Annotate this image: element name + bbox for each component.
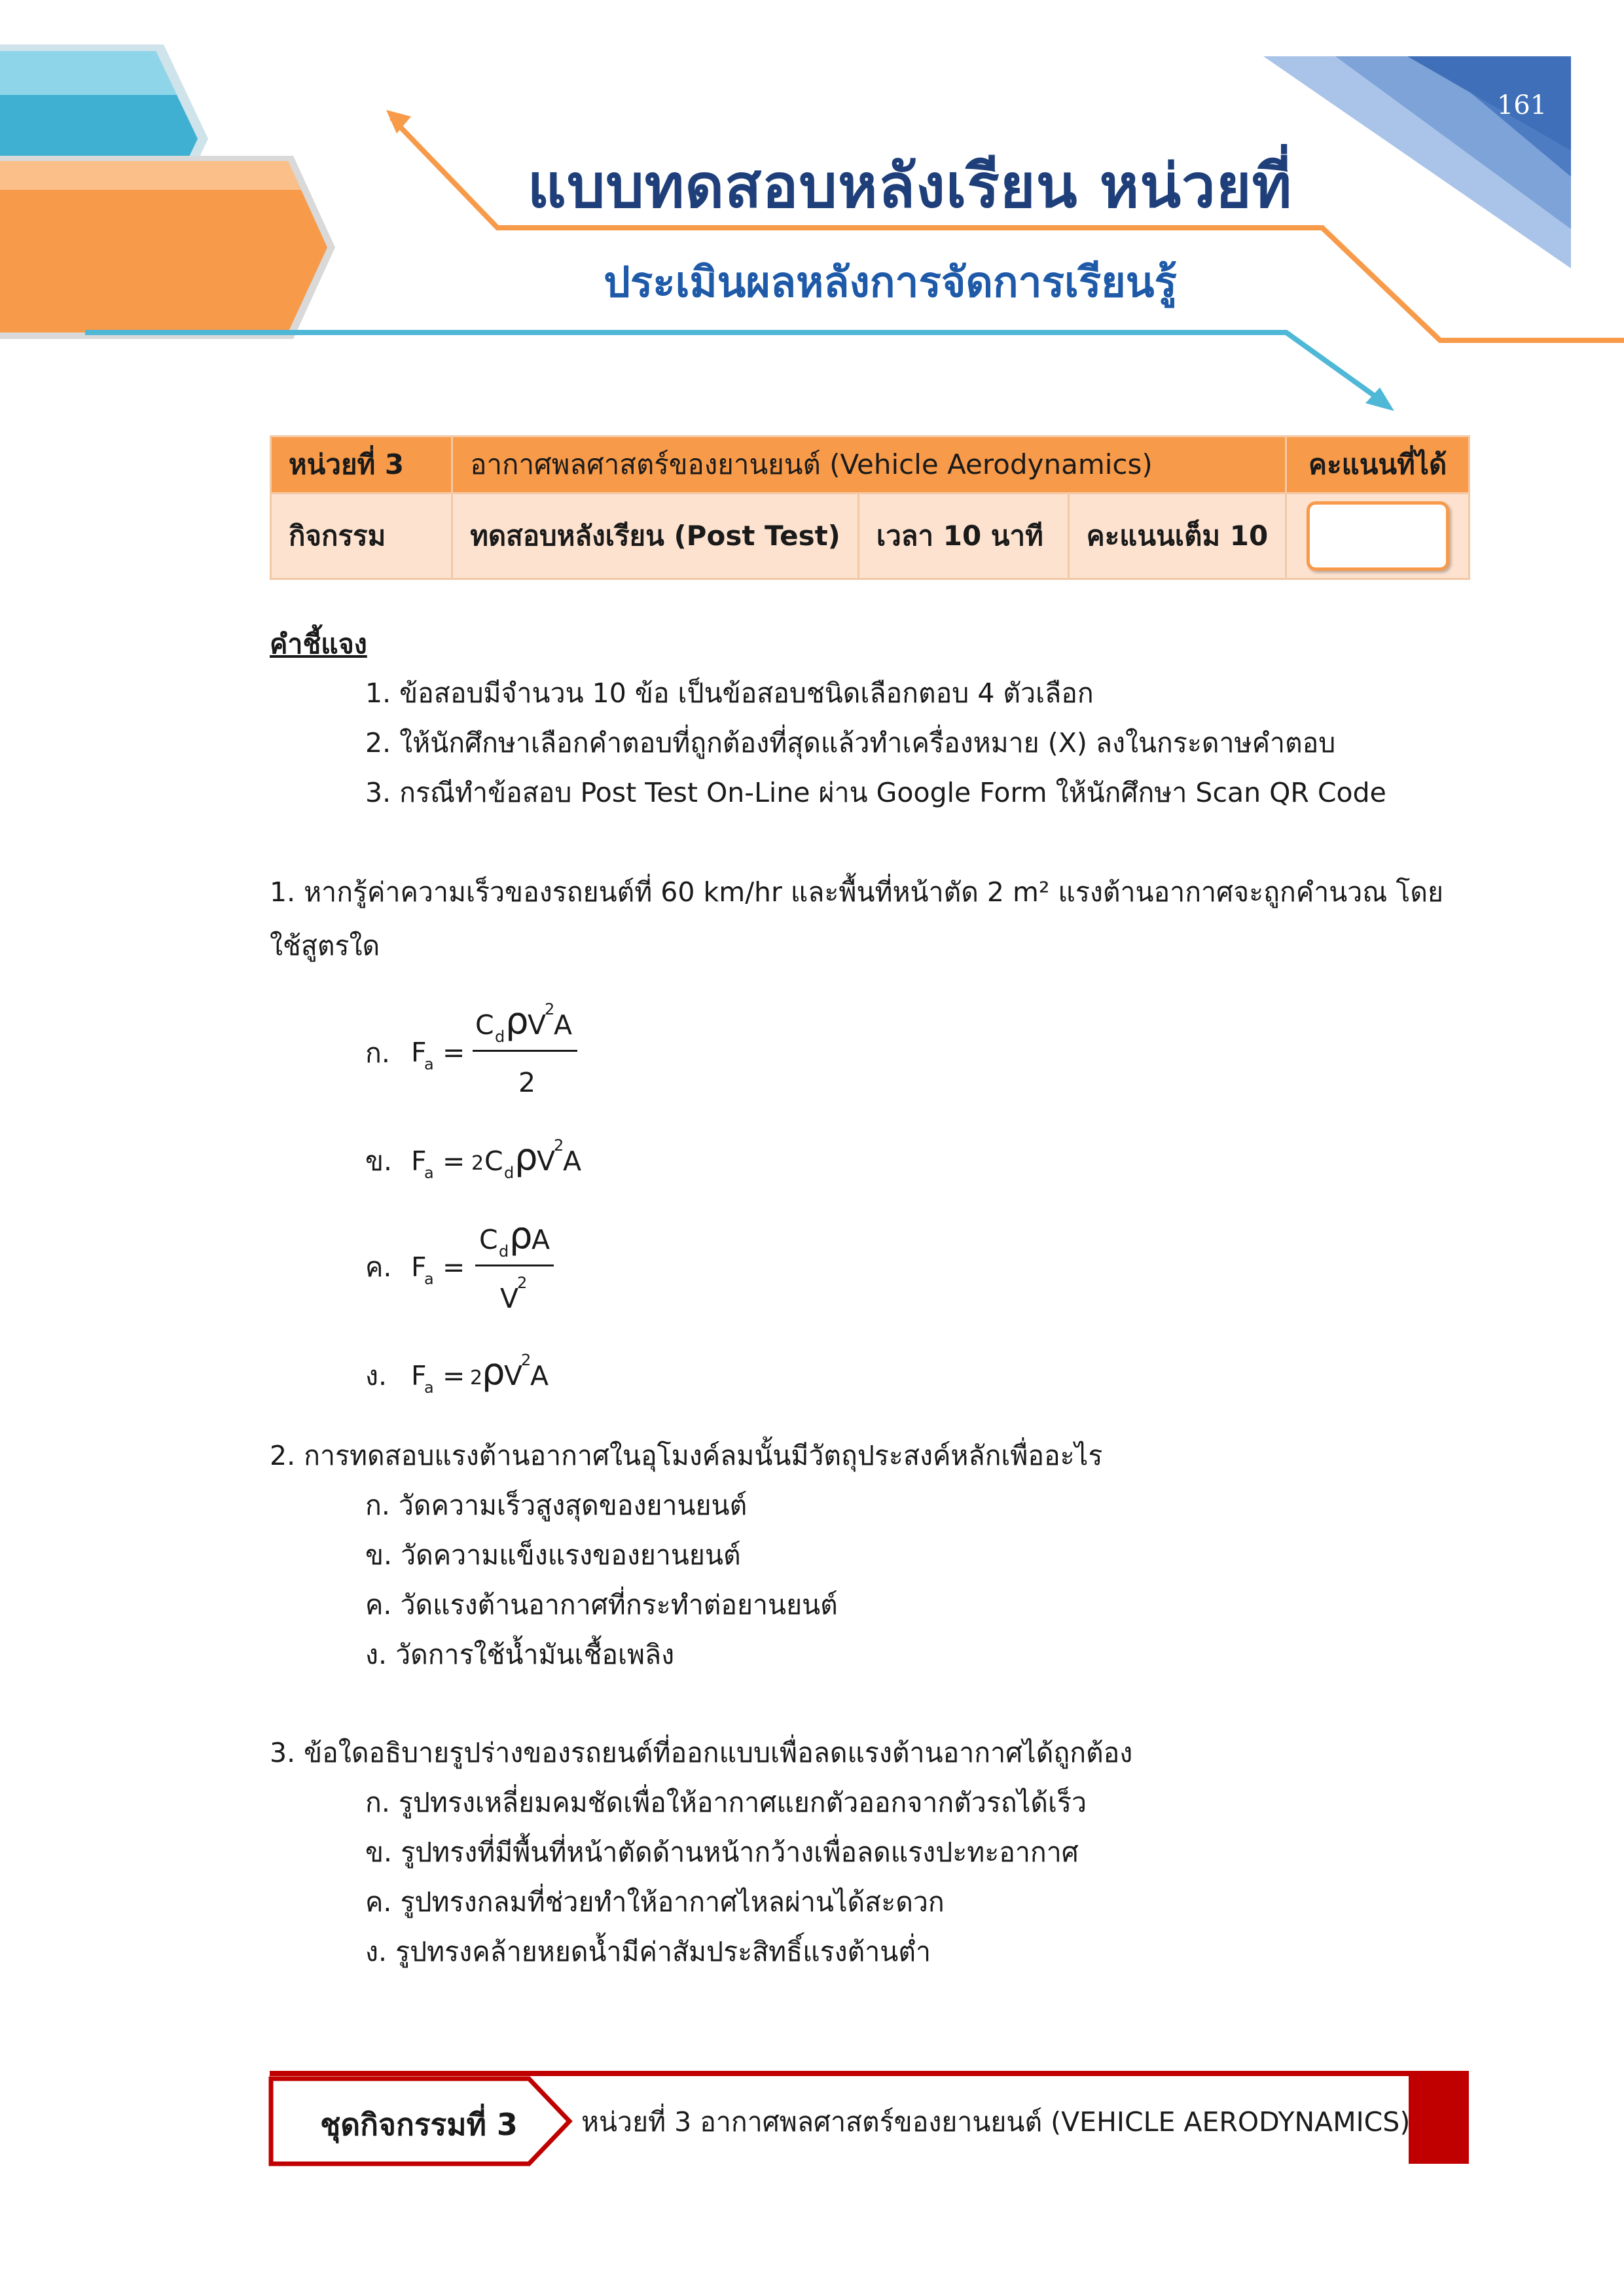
formula-option-d <box>411 1351 607 1399</box>
formula-sub-a: a <box>424 1055 434 1073</box>
fraction-bar <box>475 1265 554 1266</box>
unit-label: หน่วยที่ 3 <box>271 437 452 493</box>
activity-name: ทดสอบหลังเรียน (Post Test) <box>452 493 859 579</box>
formula-f: F <box>411 1145 427 1177</box>
formula-sub-a: a <box>424 1270 434 1288</box>
formula-sub-a: a <box>424 1378 434 1397</box>
formula-coef: 2 <box>470 1367 483 1390</box>
question-3-option[interactable]: ก. รูปทรงเหลี่ยมคมชัดเพื่อให้อากาศแยกตัวออกจากตัวรถได้เร็ว <box>365 1787 1087 1818</box>
score-input-box[interactable] <box>1307 501 1449 571</box>
question-3-option[interactable]: ข. รูปทรงที่มีพื้นที่หน้าตัดด้านหน้ากว้างเพื่อลดแรงปะทะอากาศ <box>365 1837 1079 1868</box>
formula-v: V <box>500 1283 519 1314</box>
fraction-bar <box>473 1050 577 1052</box>
question-2-option[interactable]: ก. วัดความเร็วสูงสุดของยานยนต์ <box>365 1490 748 1521</box>
page-subtitle: ประเมินผลหลังการจัดการเรียนรู้ <box>604 259 1177 307</box>
page-title: แบบทดสอบหลังเรียน หน่วยที่ <box>527 151 1293 221</box>
formula-a: A <box>530 1360 549 1391</box>
question-2-option[interactable]: ข. วัดความแข็งแรงของยานยนต์ <box>365 1539 741 1571</box>
formula-rho: ρ <box>505 1000 529 1043</box>
formula-c: C <box>484 1145 503 1177</box>
formula-f: F <box>411 1037 427 1068</box>
time-limit: เวลา 10 นาที <box>858 493 1068 579</box>
score-label: คะแนนที่ได้ <box>1286 437 1470 493</box>
formula-sub-d: d <box>499 1242 509 1261</box>
formula-equals: = <box>442 1037 465 1068</box>
question-2-option[interactable]: ค. วัดแรงต้านอากาศที่กระทำต่อยานยนต์ <box>365 1589 838 1621</box>
formula-c: C <box>479 1224 498 1255</box>
formula-equals: = <box>442 1145 465 1177</box>
formula-rho: ρ <box>509 1215 533 1257</box>
question-1-option-a-label[interactable]: ก. <box>365 1037 390 1069</box>
formula-option-a <box>411 1000 607 1114</box>
unit-name: อากาศพลศาสตร์ของยานยนต์ (Vehicle Aerodynamics) <box>452 437 1286 493</box>
instructions-heading: คำชี้แจง <box>270 628 367 660</box>
question-3-option[interactable]: ง. รูปทรงคล้ายหยดน้ำมีค่าสัมประสิทธิ์แรงต้านต่ำ <box>365 1936 931 1967</box>
footer-unit-text: หน่วยที่ 3 อากาศพลศาสตร์ของยานยนต์ (VEHICLE AERODYNAMICS) <box>581 2106 1411 2138</box>
formula-a: A <box>554 1009 573 1041</box>
formula-a: A <box>563 1145 582 1177</box>
question-3-text: 3. ข้อใดอธิบายรูปร่างของรถยนต์ที่ออกแบบเพื่อลดแรงต้านอากาศได้ถูกต้อง <box>270 1737 1133 1768</box>
formula-sub-d: d <box>504 1164 514 1182</box>
formula-sq: 2 <box>554 1136 564 1155</box>
unit-info-table <box>270 435 1470 580</box>
question-1-text: 1. หากรู้ค่าความเร็วของรถยนต์ที่ 60 km/hr และพื้นที่หน้าตัด 2 m² แรงต้านอากาศจะถูกคำนวณ โดยใช้สูตรใด <box>270 876 1444 961</box>
question-2-text: 2. การทดสอบแรงต้านอากาศในอุโมงค์ลมนั้นมีวัตถุประสงค์หลักเพื่ออะไร <box>270 1440 1103 1471</box>
question-2-option[interactable]: ง. วัดการใช้น้ำมันเชื้อเพลิง <box>365 1639 675 1670</box>
formula-sq: 2 <box>517 1274 528 1292</box>
footer-activity-label: ชุดกิจกรรมที่ 3 <box>320 2107 518 2142</box>
formula-v: V <box>528 1009 547 1041</box>
activity-label: กิจกรรม <box>271 493 452 579</box>
formula-coef: 2 <box>471 1152 484 1175</box>
formula-sub-a: a <box>424 1164 434 1182</box>
formula-equals: = <box>442 1360 465 1391</box>
question-1-option-c-label[interactable]: ค. <box>365 1251 392 1283</box>
formula-option-c <box>411 1215 607 1329</box>
formula-equals: = <box>442 1251 465 1283</box>
instruction-item: 3. กรณีทำข้อสอบ Post Test On-Line ผ่าน Google Form ให้นักศึกษา Scan QR Code <box>365 777 1386 808</box>
page-number: 161 <box>1496 90 1547 120</box>
instruction-item: 1. ข้อสอบมีจำนวน 10 ข้อ เป็นข้อสอบชนิดเลือกตอบ 4 ตัวเลือก <box>365 677 1094 709</box>
formula-v: V <box>537 1145 556 1177</box>
formula-v: V <box>504 1360 523 1391</box>
formula-f: F <box>411 1251 427 1283</box>
formula-rho: ρ <box>482 1351 505 1393</box>
question-1-option-d-label[interactable]: ง. <box>365 1360 388 1391</box>
formula-option-b <box>411 1136 627 1185</box>
formula-denominator: 2 <box>518 1067 536 1098</box>
formula-rho: ρ <box>514 1136 538 1179</box>
formula-sq: 2 <box>545 1000 555 1018</box>
formula-c: C <box>475 1009 494 1041</box>
instruction-item: 2. ให้นักศึกษาเลือกคำตอบที่ถูกต้องที่สุดแล้วทำเครื่องหมาย (X) ลงในกระดาษคำตอบ <box>365 727 1336 759</box>
formula-sq: 2 <box>521 1351 532 1369</box>
formula-f: F <box>411 1360 427 1391</box>
formula-sub-d: d <box>495 1028 505 1046</box>
formula-a: A <box>532 1224 550 1255</box>
question-3-option[interactable]: ค. รูปทรงกลมที่ช่วยทำให้อากาศไหลผ่านได้สะดวก <box>365 1886 945 1918</box>
full-score: คะแนนเต็ม 10 <box>1068 493 1286 579</box>
question-1-option-b-label[interactable]: ข. <box>365 1145 393 1177</box>
